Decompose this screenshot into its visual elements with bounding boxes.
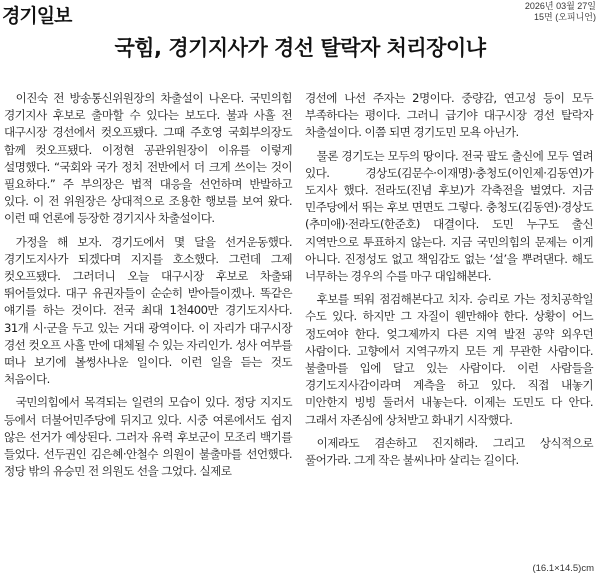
paragraph: 경선에 나선 주자는 2명이다. 중량감, 연고성 등이 모두 부족하다는 평이다. 그러니 급기야 대구시장 경선 탈락자 차출설이다. 이쯤 되면 경기도민 모욕 아닌가.: [305, 91, 593, 140]
paragraph: 이진숙 전 방송통신위원장의 차출설이 나온다. 국민의힘 경기지사 후보로 출마할 수 있다는 보도다. 불과 사흘 전 대구시장 경선에서 컷오프됐다. 그때 주호영 국회부의장도 함께 컷오프됐다. 이정현 공관위원장이 이유를 이렇게 설명했다. “국회와 국가 정치 전반에서 더 크게 쓰이는 것이 필요하다.” 주 부의장은 법적 대응을 선언하며 반발하고 있다. 이 전 위원장은 상대적으로 조용한 행보를 보여 왔다. 이런 때 언론에 등장한 경기지사 차출설이다.: [4, 91, 292, 226]
page-section: 15면 (오피니언): [534, 12, 596, 22]
paragraph: 후보를 띄워 점검해본다고 치자. 승리로 가는 정치공학일 수도 있다. 하지만 그 자질이 웬만해야 한다. 상황이 어느 정도여야 한다. 엊그제까지 다른 지역 발전 공약 외우던 사람이다. 고향에서 지역구까지 모든 게 무관한 사람이다. 불출마를 입에 달고 있는 사람이다. 이런 사람들을 경기도지사감이라며 계측을 하고 있다. 직접 내놓기 미안한지 빙빙 둘러서 내놓는다. 이제는 도민도 다 안다. 그래서 자존심에 상처받고 화내기 시작했다.: [305, 292, 593, 427]
paragraph: 이제라도 겸손하고 진지해라. 그리고 상식적으로 풀어가라. 그게 작은 불씨나마 살리는 길이다.: [305, 435, 593, 468]
paragraph: 물론 경기도는 모두의 땅이다. 전국 팔도 출신에 모두 열려 있다. 경상도(김문수·이재명)·충청도(이인제·김동연)가 도지사 했다. 전라도(진념 후보)가 각축전을 벌였다. 지금 민주당에서 뛰는 후보 면면도 그렇다. 충청도(김동연)·경상도(추미애)·전라도(한준호) 대결이다. 도민 누구도 출신 지역만으로 투표하지 않는다. 지금 국민의힘의 문제는 이게 아니다. 진정성도 없고 책임감도 없는 ‘설’을 뿌려댄다. 해도 너무하는 경우의 수를 마구 대입해본다.: [305, 148, 593, 284]
publication-date: 2026년 03월 27일: [524, 1, 596, 11]
article-column-right: [305, 90, 593, 469]
newspaper-logo: 경기일보: [2, 5, 72, 27]
masthead: [0, 0, 600, 27]
publication-meta: [525, 1, 596, 23]
paragraph: 국민의힘에서 목격되는 일련의 모습이 있다. 정당 지지도 등에서 더불어민주당에 뒤지고 있다. 시중 여론에서도 쉽지 않은 선거가 예상된다. 그러자 유력 후보군이 모조리 백기를 들었다. 선두권인 김은혜·안철수 의원이 불출마를 선언했다. 정당 밖의 유승민 전 의원도 선을 그었다. 실제로: [4, 395, 292, 479]
article-column-left: [4, 90, 292, 480]
article-size-note: (16.1×14.5)cm: [532, 563, 594, 574]
paragraph: 가정을 해 보자. 경기도에서 몇 달을 선거운동했다. 경기도지사가 되겠다며 지지를 호소했다. 그런데 그제 컷오프됐다. 그러더니 오늘 대구시장 후보로 차출돼 뛰어들었다. 대구 유권자들이 순순히 받아들이겠나. 똑같은 얘기를 하는 것이다. 전국 최대 1천400만 경기도지사다. 31개 시·군을 두고 있는 거대 광역이다. 이 자리가 대구시장 경선 컷오프 사흘 만에 대체될 수 있는 자리인가. 성사 여부를 떠나 보기에 볼썽사나운 일이다. 이런 일을 듣는 것도 처음이다.: [4, 234, 292, 387]
article-headline: 국힘, 경기지사가 경선 탈락자 처리장이냐: [114, 36, 486, 60]
